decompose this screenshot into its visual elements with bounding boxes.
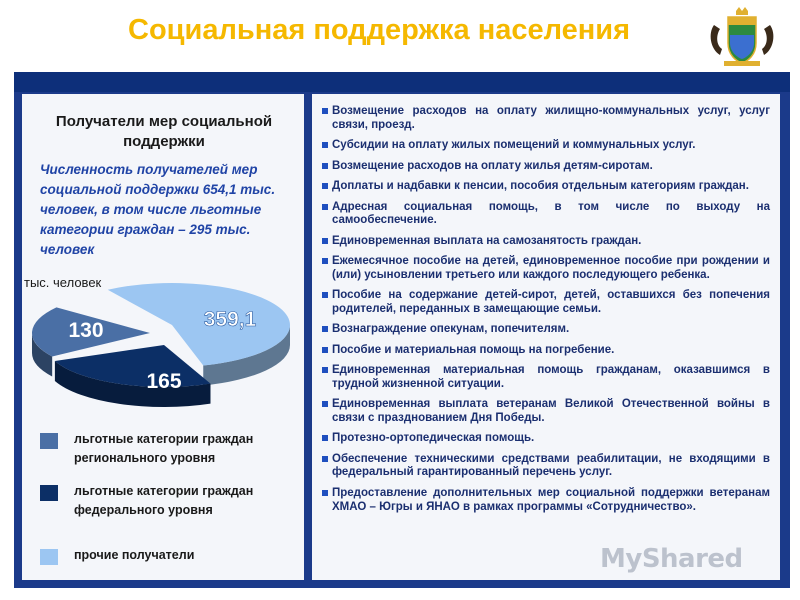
measure-item	[322, 453, 770, 480]
legend-label: прочие получатели	[74, 548, 195, 562]
square-bullet-icon	[322, 238, 328, 244]
pie-data-label: 130	[68, 319, 104, 342]
legend-item-federal	[40, 482, 300, 522]
measure-text: Единовременная выплата на самозанятость граждан.	[332, 234, 642, 247]
square-bullet-icon	[322, 142, 328, 148]
measure-item	[322, 160, 770, 174]
pie-data-label: 165	[146, 370, 182, 393]
recipients-note: Численность получателей мер социальной поддержки 654,1 тыс. человек, в том числе льготные категории граждан – 295 тыс. человек	[40, 162, 276, 257]
square-bullet-icon	[322, 258, 328, 264]
measure-item	[322, 201, 770, 228]
measure-item	[322, 289, 770, 316]
measure-item	[322, 364, 770, 391]
legend-swatch	[40, 433, 58, 449]
measure-item	[322, 105, 770, 132]
legend-swatch	[40, 549, 58, 565]
measure-item	[322, 487, 770, 514]
square-bullet-icon	[322, 456, 328, 462]
recipients-pie-chart	[24, 280, 304, 410]
watermark: MyShared	[600, 544, 743, 574]
square-bullet-icon	[322, 204, 328, 210]
measure-text: Возмещение расходов на оплату жилищно-коммунальных услуг, услуг связи, проезд.	[332, 105, 770, 131]
unit-label: тыс. человек	[24, 275, 102, 290]
measure-text: Протезно-ортопедическая помощь.	[332, 432, 535, 445]
legend-item-other	[40, 546, 300, 586]
square-bullet-icon	[322, 163, 328, 169]
square-bullet-icon	[322, 292, 328, 298]
legend-item-regional	[40, 430, 300, 470]
measure-text: Возмещение расходов на оплату жилья детям-сиротам.	[332, 159, 653, 172]
square-bullet-icon	[322, 490, 328, 496]
slide-title: Социальная поддержка населения	[128, 14, 631, 46]
measure-item	[322, 432, 770, 446]
coat-of-arms-icon	[706, 5, 778, 71]
measure-text: Единовременная выплата ветеранам Великой Отечественной войны в связи с празднованием Дня Победы.	[332, 398, 770, 424]
measure-text: Доплаты и надбавки к пенсии, пособия отдельным категориям граждан.	[332, 180, 749, 193]
square-bullet-icon	[322, 347, 328, 353]
measure-text: Адресная социальная помощь, в том числе по выходу на самообеспечение.	[332, 200, 770, 227]
legend-label: льготные категории граждан федерального уровня	[74, 484, 254, 517]
measure-text: Вознаграждение опекунам, попечителям.	[332, 323, 570, 336]
square-bullet-icon	[322, 367, 328, 373]
measure-item	[322, 398, 770, 425]
measure-text: Пособие и материальная помощь на погребение.	[332, 343, 615, 356]
recipients-heading: Получатели мер социальной поддержки	[55, 113, 273, 150]
square-bullet-icon	[322, 108, 328, 114]
square-bullet-icon	[322, 183, 328, 189]
measure-item	[322, 235, 770, 249]
legend-label: льготные категории граждан регионального уровня	[74, 432, 254, 465]
measure-text: Ежемесячное пособие на детей, единовременное пособие при рождении и (или) усыновлении третьего или каждого последующего ребенка.	[332, 255, 770, 281]
support-measures-list	[322, 105, 770, 521]
measure-item	[322, 255, 770, 282]
square-bullet-icon	[322, 435, 328, 441]
measure-text: Единовременная материальная помощь гражданам, оказавшимся в трудной жизненной ситуации.	[332, 364, 770, 390]
header-band	[14, 72, 790, 92]
measure-item	[322, 344, 770, 358]
measure-text: Субсидии на оплату жилых помещений и коммунальных услуг.	[332, 139, 696, 152]
legend-swatch	[40, 485, 58, 501]
measure-text: Обеспечение техническими средствами реабилитации, не входящими в федеральный гарантированный перечень услуг.	[332, 452, 770, 479]
pie-data-label: 359,1	[203, 308, 257, 331]
square-bullet-icon	[322, 326, 328, 332]
measure-item	[322, 323, 770, 337]
square-bullet-icon	[322, 401, 328, 407]
measure-text: Предоставление дополнительных мер социальной поддержки ветеранам ХМАО – Югры и ЯНАО в рамках программы «Сотрудничество».	[332, 486, 770, 513]
measure-text: Пособие на содержание детей-сирот, детей, оставшихся без попечения родителей, переданных в замещающие семьи.	[332, 289, 770, 315]
measure-item	[322, 180, 770, 194]
measure-item	[322, 139, 770, 153]
